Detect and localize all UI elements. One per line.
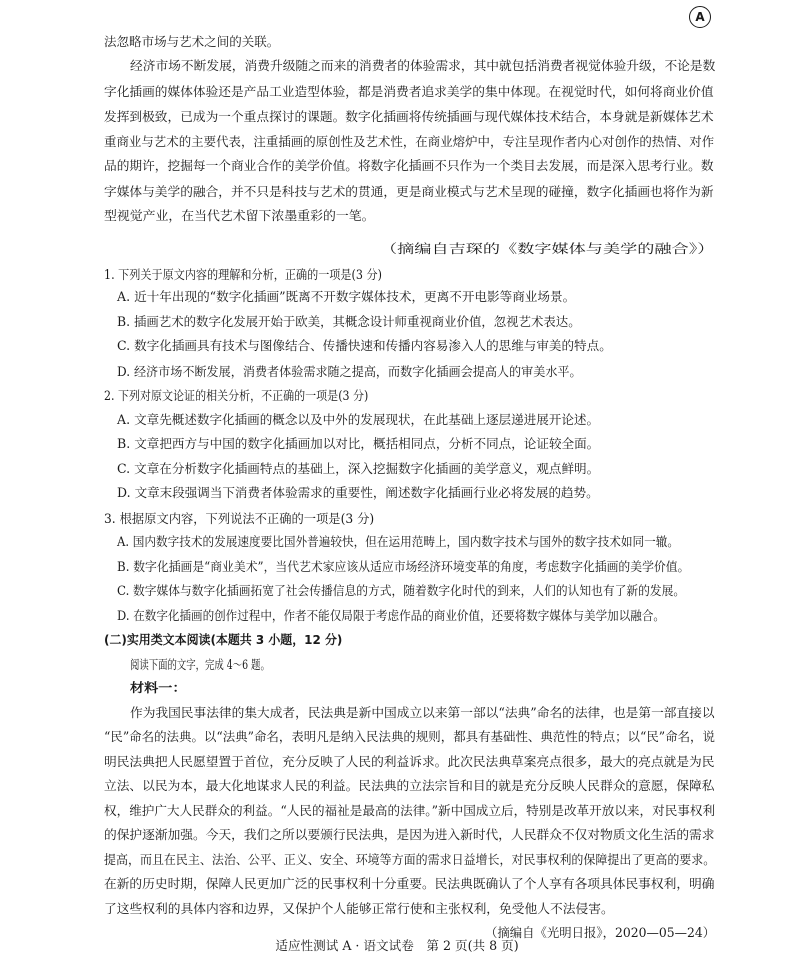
material-line: 了这些权利的具体内容和边界，又保护个人能够正常行使和主张权利，免受他人不法侵害。 bbox=[104, 901, 614, 916]
question-1-option-a: A. 近十年出现的“数字化插画”既离不开数字媒体技术，更离不开电影等商业场景。 bbox=[117, 289, 576, 304]
passage-line: 经济市场不断发展，消费升级随之而来的消费者的体验需求，其中就包括消费者视觉体验升级，不论是数 bbox=[130, 58, 716, 73]
passage-line: 发挥到极致，已成为一个重点探讨的课题。数字化插画将传统插画与现代媒体技术结合，本身就是新媒体艺术 bbox=[104, 109, 714, 124]
question-2-option-a: A. 文章先概述数字化插画的概念以及中外的发展现状，在此基础上逐层递进展开论述。 bbox=[117, 412, 600, 427]
passage-line: 品的期许，挖掘每一个商业合作的美学价值。将数字化插画不只作为一个类目去发展，而是深入思考行业。数 bbox=[104, 158, 714, 173]
passage-line: 型视觉产业，在当代艺术留下浓墨重彩的一笔。 bbox=[104, 208, 375, 223]
question-2-option-d: D. 文章末段强调当下消费者体验需求的重要性，阐述数字化插画行业必将发展的趋势。 bbox=[117, 485, 599, 500]
passage-line: 字媒体与美学的融合，并不只是科技与艺术的贯通，更是商业模式与艺术呈现的碰撞，数字化插画也将作为新 bbox=[104, 184, 714, 199]
section-instruction: 阅读下面的文字，完成 4～6 题。 bbox=[130, 657, 270, 672]
paper-version-badge: A bbox=[689, 6, 711, 28]
question-2-option-b: B. 文章把西方与中国的数字化插画加以对比，概括相同点，分析不同点，论证较全面。 bbox=[117, 436, 600, 451]
question-3-option-c: C. 数字媒体与数字化插画拓宽了社会传播信息的方式，随着数字化时代的到来，人们的认知也有了新的发展。 bbox=[117, 583, 686, 598]
material-line: 明民法典把人民愿望置于首位，充分反映了人民的利益诉求。此次民法典草案亮点很多，最大的亮点就是为民 bbox=[104, 754, 715, 769]
question-3-option-d: D. 在数字化插画的创作过程中，作者不能仅局限于考虑作品的商业价值，还要将数字媒体与美学加以融合。 bbox=[117, 608, 665, 623]
question-1-option-b: B. 插画艺术的数字化发展开始于欧美，其概念设计师重视商业价值，忽视艺术表达。 bbox=[117, 314, 581, 329]
passage-line: 重商业与艺术的主要代表，注重插画的原创性及艺术性，在商业熔炉中，专注呈现作者内心对创作的热情、对作 bbox=[104, 134, 715, 149]
question-1-option-c: C. 数字化插画具有技术与图像结合、传播快速和传播内容易渗入人的思维与审美的特点。 bbox=[117, 338, 612, 353]
question-2-option-c: C. 文章在分析数字化插画特点的基础上，深入挖掘数字化插画的美学意义，观点鲜明。 bbox=[117, 461, 600, 476]
material-line: 立法、以民为本，最大化地谋求人民的利益。民法典的立法宗旨和目的就是充分反映人民群众的意愿，保障私 bbox=[104, 778, 715, 793]
question-1-stem: 1. 下列关于原文内容的理解和分析，正确的一项是(3 分) bbox=[104, 267, 382, 282]
material-line: 的保护逐渐加强。今天，我们之所以要颁行民法典，是因为进入新时代，人民群众不仅对物质文化生活的需求 bbox=[104, 827, 715, 842]
page-footer: 适应性测试 A · 语文试卷 第 2 页(共 8 页) bbox=[275, 938, 519, 953]
section-heading: (二)实用类文本阅读(本题共 3 小题，12 分) bbox=[104, 632, 343, 647]
question-3-option-a: A. 国内数字技术的发展速度要比国外普遍较快，但在运用范畴上，国内数字技术与国外的数字技术如同一辙。 bbox=[117, 534, 679, 549]
material-source: （摘编自《光明日报》，2020—05—24） bbox=[485, 925, 716, 940]
question-1-option-d: D. 经济市场不断发展，消费者体验需求随之提高，而数字化插画会提高人的审美水平。 bbox=[117, 364, 582, 379]
material-line: 提高，而且在民主、法治、公平、正义、安全、环境等方面的需求日益增长，对民事权利的保障提出了更高的要求。 bbox=[104, 852, 716, 867]
question-2-stem: 2. 下列对原文论证的相关分析，不正确的一项是(3 分) bbox=[104, 388, 369, 403]
material-line: “民”命名的法典。以“法典”命名，表明凡是纳入民法典的规则，都具有基础性、典范性的特点；以“民”命名，说 bbox=[104, 729, 715, 744]
passage-source: （摘编自吉琛的《数字媒体与美学的融合》） bbox=[380, 241, 715, 256]
material-line: 在新的历史时期，保障人民更加广泛的民事权利十分重要。民法典既确认了个人享有各项具体民事权利，明确 bbox=[104, 876, 715, 891]
material-line: 权，维护广大人民群众的利益。“人民的福祉是最高的法律。”新中国成立后，特别是改革开放以来，对民事权利 bbox=[104, 803, 716, 818]
passage-line: 字化插画的媒体体验还是产品工业造型体验，都是消费者追求美学的集中体现。在视觉时代，如何将商业价值 bbox=[104, 84, 714, 99]
question-3-option-b: B. 数字化插画是“商业美术”，当代艺术家应该从适应市场经济环境变革的角度，考虑数字化插画的美学价值。 bbox=[117, 559, 690, 574]
question-3-stem: 3. 根据原文内容，下列说法不正确的一项是(3 分) bbox=[104, 511, 375, 526]
material-label: 材料一： bbox=[130, 680, 187, 695]
material-line: 作为我国民事法律的集大成者，民法典是新中国成立以来第一部以“法典”命名的法律，也是第一部直接以 bbox=[130, 705, 715, 720]
passage-line: 法忽略市场与艺术之间的关联。 bbox=[104, 34, 280, 49]
